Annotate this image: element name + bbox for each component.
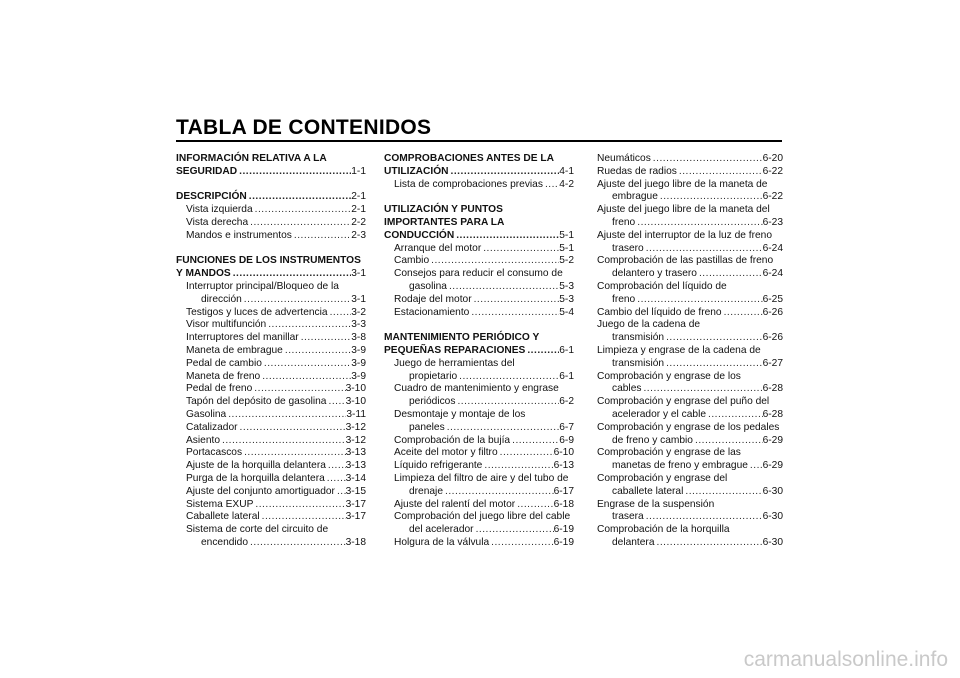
toc-entry-title: embrague	[612, 191, 658, 203]
toc-entry-title: DESCRIPCIÓN	[176, 191, 247, 203]
dot-leader	[447, 281, 559, 294]
toc-column-1	[176, 153, 366, 550]
toc-entry[interactable]	[384, 358, 574, 384]
dot-leader	[489, 537, 553, 550]
toc-page-number: 6-22	[762, 165, 783, 177]
toc-entry-title: periódicos	[409, 396, 456, 408]
toc-entry-title: Ajuste del ralentí del motor	[394, 498, 516, 510]
toc-entry-title: gasolina	[409, 280, 447, 292]
spacer	[384, 191, 574, 204]
toc-entry-title: paneles	[409, 421, 445, 433]
toc-entry-title: Tapón del depósito de gasolina	[186, 396, 327, 408]
dot-leader	[641, 383, 762, 396]
dot-leader	[260, 371, 351, 384]
toc-entry-text-line: Comprobación de las pastillas de freno	[597, 255, 774, 267]
dot-leader	[326, 396, 345, 409]
toc-page-number: 6-22	[762, 191, 783, 203]
dot-leader	[482, 460, 553, 473]
toc-entry-title: freno	[612, 293, 636, 305]
toc-entry-title: propietario	[409, 370, 458, 382]
toc-entry-text-line: COMPROBACIONES ANTES DE LA	[384, 153, 554, 164]
toc-entry[interactable]	[176, 499, 366, 512]
toc-page-number: 4-1	[559, 165, 574, 177]
toc-entry[interactable]	[597, 179, 783, 205]
dot-leader	[226, 409, 346, 422]
toc-entry-text-line: Comprobación del juego libre del cable	[394, 511, 571, 523]
toc-entry-title: caballete lateral	[612, 485, 684, 497]
toc-entry[interactable]	[384, 499, 574, 512]
toc-page-number: 6-29	[762, 460, 783, 472]
dot-leader	[683, 486, 762, 499]
dot-leader	[238, 422, 346, 435]
toc-page-number: 3-9	[351, 344, 366, 356]
toc-entry[interactable]	[384, 511, 574, 537]
dot-leader	[325, 473, 346, 486]
toc-page-number: 6-26	[762, 306, 783, 318]
toc-entry-text-line: Engrase de la suspensión	[597, 498, 715, 510]
toc-entry-title: Mandos e instrumentos	[186, 229, 292, 241]
toc-entry[interactable]	[597, 153, 783, 166]
dot-leader	[543, 179, 559, 192]
dot-leader	[474, 524, 554, 537]
dot-leader	[454, 230, 559, 243]
toc-entry-title: Caballete lateral	[186, 511, 260, 523]
dot-leader	[335, 486, 346, 499]
dot-leader	[697, 268, 763, 281]
toc-entry[interactable]	[384, 460, 574, 473]
toc-entry[interactable]	[384, 294, 574, 307]
toc-entry-title: Aceite del motor y filtro	[394, 447, 498, 459]
toc-entry-title: Purga de la horquilla delantera	[186, 472, 325, 484]
toc-entry[interactable]	[384, 435, 574, 448]
toc-entry-text-line: Ajuste del juego libre de la maneta del	[597, 204, 770, 216]
dot-leader	[260, 511, 346, 524]
toc-entry-title: Estacionamiento	[394, 306, 470, 318]
toc-entry-text-line: Comprobación y engrase de los pedales	[597, 421, 780, 433]
dot-leader	[654, 537, 762, 550]
dot-leader	[693, 435, 763, 448]
toc-entry-text-line: Consejos para reducir el consumo de	[394, 268, 563, 280]
dot-leader	[262, 358, 351, 371]
toc-entry-title: trasera	[612, 511, 644, 523]
toc-entry[interactable]	[176, 358, 366, 371]
toc-page-number: 1-1	[351, 165, 366, 177]
toc-entry[interactable]	[176, 332, 366, 345]
toc-page-number: 3-17	[345, 498, 366, 510]
toc-entry-title: Interruptores del manillar	[186, 332, 299, 344]
toc-entry[interactable]	[176, 447, 366, 460]
toc-page-number: 6-1	[559, 370, 574, 382]
toc-entry[interactable]	[176, 230, 366, 243]
dot-leader	[455, 396, 559, 409]
dot-leader	[237, 166, 351, 179]
toc-entry-title: Ruedas de radios	[597, 165, 677, 177]
dot-leader	[651, 153, 763, 166]
toc-entry-title: Vista izquierda	[186, 204, 253, 216]
toc-page-number: 3-1	[351, 268, 366, 280]
toc-entry[interactable]	[597, 499, 783, 525]
toc-entry-title: Lista de comprobaciones previas	[394, 178, 543, 190]
toc-entry[interactable]	[597, 447, 783, 473]
toc-page-number: 2-1	[351, 191, 366, 203]
toc-entry-title: dirección	[201, 293, 242, 305]
dot-leader	[664, 358, 763, 371]
dot-leader	[472, 294, 560, 307]
toc-section-heading[interactable]	[384, 332, 574, 358]
dot-leader	[510, 435, 559, 448]
toc-page-number: 3-9	[351, 370, 366, 382]
toc-entry[interactable]	[176, 307, 366, 320]
toc-entry[interactable]	[384, 383, 574, 409]
toc-entry-text-line: Ajuste del juego libre de la maneta de	[597, 178, 768, 190]
toc-entry[interactable]	[176, 460, 366, 473]
dot-leader	[283, 345, 351, 358]
toc-page-number: 5-4	[559, 306, 574, 318]
toc-entry[interactable]	[176, 486, 366, 499]
toc-page-number: 3-11	[346, 408, 366, 420]
dot-leader	[644, 243, 763, 256]
toc-entry[interactable]	[597, 422, 783, 448]
toc-entry[interactable]	[597, 166, 783, 179]
toc-entry-title: CONDUCCIÓN	[384, 229, 455, 241]
toc-entry-title: Visor multifunción	[186, 319, 267, 331]
toc-page-number: 6-10	[553, 447, 574, 459]
toc-entry-title: Cambio	[394, 255, 430, 267]
toc-page-number: 6-23	[762, 216, 783, 228]
dot-leader	[231, 268, 352, 281]
toc-entry-title: Holgura de la válvula	[394, 536, 490, 548]
toc-entry-title: Catalizador	[186, 421, 238, 433]
toc-section-heading[interactable]	[384, 204, 574, 242]
toc-entry[interactable]	[384, 179, 574, 192]
toc-entry[interactable]	[176, 473, 366, 486]
toc-page-number: 3-3	[351, 319, 366, 331]
toc-entry[interactable]	[597, 281, 783, 307]
toc-section-heading[interactable]	[176, 153, 366, 179]
dot-leader	[220, 435, 346, 448]
toc-entry-title: Líquido refrigerante	[394, 460, 483, 472]
toc-page-number: 6-9	[559, 434, 574, 446]
toc-page-number: 6-1	[559, 344, 574, 356]
toc-entry-title: Sistema EXUP	[186, 498, 254, 510]
toc-entry-text-line: Comprobación y engrase del	[597, 472, 728, 484]
dot-leader	[481, 243, 559, 256]
toc-entry[interactable]	[176, 422, 366, 435]
toc-page-number: 6-19	[553, 524, 574, 536]
toc-entry-title: Arranque del motor	[394, 242, 482, 254]
toc-page-number: 3-12	[345, 434, 366, 446]
toc-entry[interactable]	[384, 409, 574, 435]
toc-entry-text-line: FUNCIONES DE LOS INSTRUMENTOS	[176, 255, 361, 267]
toc-page-number: 6-19	[553, 536, 574, 548]
toc-entry[interactable]	[597, 473, 783, 499]
toc-entry[interactable]	[597, 307, 783, 320]
toc-page-number: 6-25	[762, 293, 783, 305]
dot-leader	[449, 166, 560, 179]
toc-entry[interactable]	[384, 243, 574, 256]
toc-page-number: 3-17	[345, 511, 366, 523]
toc-entry-title: PEQUEÑAS REPARACIONES	[384, 344, 526, 356]
toc-entry-text-line: Comprobación y engrase de las	[597, 447, 741, 459]
toc-page-number: 3-14	[345, 472, 366, 484]
toc-page-number: 4-2	[559, 178, 574, 190]
toc-entry-title: Vista derecha	[186, 216, 249, 228]
toc-page-number: 5-1	[559, 229, 574, 241]
toc-entry-title: encendido	[201, 536, 249, 548]
dot-leader	[635, 294, 762, 307]
toc-entry[interactable]	[176, 409, 366, 422]
toc-entry-title: UTILIZACIÓN	[384, 165, 449, 177]
toc-entry-title: Gasolina	[186, 408, 227, 420]
dot-leader	[498, 447, 554, 460]
toc-column-2	[384, 153, 574, 550]
toc-page-number: 5-2	[559, 255, 574, 267]
dot-leader	[748, 460, 763, 473]
dot-leader	[429, 255, 559, 268]
toc-entry-title: Neumáticos	[597, 153, 651, 164]
toc-entry[interactable]	[597, 230, 783, 256]
toc-page-number: 6-26	[762, 332, 783, 344]
dot-leader	[664, 332, 763, 345]
toc-entry-title: drenaje	[409, 485, 443, 497]
dot-leader	[266, 319, 351, 332]
toc-entry[interactable]	[597, 524, 783, 550]
dot-leader	[248, 537, 346, 550]
toc-entry-text-line: Cuadro de mantenimiento y engrase	[394, 383, 559, 395]
dot-leader	[677, 166, 763, 179]
toc-entry-title: SEGURIDAD	[176, 165, 238, 177]
toc-entry-text-line: Comprobación y engrase del puño del	[597, 396, 770, 408]
toc-entry-title: transmisión	[612, 332, 665, 344]
toc-entry-text-line: Interruptor principal/Bloqueo de la	[186, 280, 339, 292]
toc-entry[interactable]	[176, 371, 366, 384]
toc-entry-title: freno	[612, 216, 636, 228]
toc-entry-title: transmisión	[612, 357, 665, 369]
toc-entry[interactable]	[384, 473, 574, 499]
toc-entry[interactable]	[384, 537, 574, 550]
toc-entry-title: delantero y trasero	[612, 268, 697, 280]
dot-leader	[253, 499, 345, 512]
dot-leader	[242, 294, 351, 307]
toc-page-number: 2-1	[351, 204, 366, 216]
toc-page-number: 6-28	[762, 383, 783, 395]
toc-page-number: 3-1	[351, 293, 366, 305]
toc-page-number: 6-13	[553, 460, 574, 472]
toc-entry-text-line: Juego de herramientas del	[394, 357, 515, 369]
toc-page-number: 6-29	[762, 434, 783, 446]
toc-page-number: 6-2	[559, 396, 574, 408]
toc-entry[interactable]	[176, 217, 366, 230]
dot-leader	[242, 447, 346, 460]
toc-page-number: 6-27	[762, 357, 783, 369]
toc-entry-text-line: Comprobación del líquido de	[597, 280, 727, 292]
toc-page-number: 6-30	[762, 511, 783, 523]
toc-entry-text-line: Limpieza y engrase de la cadena de	[597, 344, 761, 356]
toc-entry[interactable]	[384, 255, 574, 268]
toc-entry-text-line: IMPORTANTES PARA LA	[384, 216, 505, 228]
toc-page-number: 2-2	[351, 216, 366, 228]
toc-entry[interactable]	[597, 371, 783, 397]
toc-entry[interactable]	[176, 204, 366, 217]
dot-leader	[722, 307, 763, 320]
dot-leader	[252, 383, 345, 396]
toc-entry-title: trasero	[612, 242, 644, 254]
toc-page-number: 6-17	[553, 485, 574, 497]
toc-entry-title: Maneta de embrague	[186, 344, 283, 356]
toc-entry[interactable]	[176, 281, 366, 307]
toc-entry-title: del acelerador	[409, 524, 474, 536]
dot-leader	[292, 230, 351, 243]
toc-entry-title: Y MANDOS	[176, 268, 231, 280]
toc-page-number: 3-12	[345, 421, 366, 433]
toc-entry[interactable]	[176, 396, 366, 409]
toc-entry-title: Ajuste de la horquilla delantera	[186, 460, 326, 472]
spacer	[176, 243, 366, 256]
toc-page-number: 3-10	[345, 396, 366, 408]
toc-page-number: 6-28	[762, 408, 783, 420]
toc-entry-text-line: Comprobación y engrase de los	[597, 370, 741, 382]
toc-page-number: 6-30	[762, 536, 783, 548]
title-rule	[176, 140, 782, 142]
dot-leader	[247, 191, 352, 204]
toc-page-number: 3-15	[345, 485, 366, 497]
toc-entry[interactable]	[176, 435, 366, 448]
dot-leader	[253, 204, 352, 217]
dot-leader	[635, 217, 762, 230]
toc-entry-title: cables	[612, 383, 642, 395]
toc-entry-title: Comprobación de la bujía	[394, 434, 511, 446]
dot-leader	[525, 345, 559, 358]
toc-entry-title: Pedal de cambio	[186, 357, 262, 369]
toc-entry-title: Pedal de freno	[186, 383, 253, 395]
toc-entry[interactable]	[384, 307, 574, 320]
dot-leader	[328, 307, 352, 320]
toc-entry-text-line: Limpieza del filtro de aire y del tubo de	[394, 472, 569, 484]
dot-leader	[326, 460, 346, 473]
toc-page-number: 3-18	[345, 536, 366, 548]
toc-entry[interactable]	[384, 447, 574, 460]
toc-entry-title: Maneta de freno	[186, 370, 261, 382]
toc-entry[interactable]	[597, 345, 783, 371]
toc-page-number: 5-1	[559, 242, 574, 254]
toc-entry[interactable]	[176, 524, 366, 550]
dot-leader	[445, 422, 560, 435]
toc-entry[interactable]	[176, 345, 366, 358]
toc-entry[interactable]	[597, 319, 783, 345]
toc-entry-title: Ajuste del conjunto amortiguador	[186, 485, 335, 497]
toc-entry[interactable]	[176, 511, 366, 524]
toc-entry-text-line: Desmontaje y montaje de los	[394, 408, 526, 420]
toc-column-3	[597, 153, 783, 550]
toc-entry-title: Testigos y luces de advertencia	[186, 306, 328, 318]
toc-page-number: 3-8	[351, 332, 366, 344]
toc-page-number: 6-18	[553, 498, 574, 510]
toc-entry[interactable]	[176, 319, 366, 332]
dot-leader	[443, 486, 554, 499]
toc-section-heading[interactable]	[384, 153, 574, 179]
spacer	[176, 179, 366, 192]
dot-leader	[469, 307, 559, 320]
toc-entry-text-line: Sistema de corte del circuito de	[186, 524, 329, 536]
page-title: TABLA DE CONTENIDOS	[176, 116, 432, 139]
spacer	[384, 319, 574, 332]
toc-page-number: 3-9	[351, 357, 366, 369]
toc-entry-title: delantera	[612, 536, 655, 548]
toc-entry[interactable]	[176, 383, 366, 396]
toc-entry-text-line: Comprobación de la horquilla	[597, 524, 730, 536]
toc-page-number: 3-13	[345, 447, 366, 459]
toc-entry-text-line: UTILIZACIÓN Y PUNTOS	[384, 204, 503, 216]
toc-section-heading[interactable]	[176, 191, 366, 204]
toc-entry[interactable]	[384, 268, 574, 294]
toc-page-number: 6-24	[762, 268, 783, 280]
toc-entry-title: Rodaje del motor	[394, 293, 472, 305]
toc-entry-text-line: Ajuste del interruptor de la luz de freno	[597, 229, 772, 241]
toc-entry-title: Cambio del líquido de freno	[597, 306, 722, 318]
toc-entry-title: de freno y cambio	[612, 434, 693, 446]
watermark-text: carmanualsonline.info	[743, 648, 948, 671]
toc-entry-title: acelerador y el cable	[612, 408, 707, 420]
toc-entry[interactable]	[597, 396, 783, 422]
toc-page-number: 2-3	[351, 229, 366, 241]
dot-leader	[658, 191, 763, 204]
toc-page-number: 3-2	[351, 306, 366, 318]
toc-page-number: 6-20	[762, 153, 783, 164]
dot-leader	[299, 332, 352, 345]
dot-leader	[515, 499, 553, 512]
toc-page-number: 3-13	[345, 460, 366, 472]
toc-entry-text-line: MANTENIMIENTO PERIÓDICO Y	[384, 332, 540, 344]
toc-entry-text-line: INFORMACIÓN RELATIVA A LA	[176, 153, 327, 164]
toc-entry[interactable]	[597, 255, 783, 281]
toc-section-heading[interactable]	[176, 255, 366, 281]
toc-entry-title: manetas de freno y embrague	[612, 460, 748, 472]
dot-leader	[706, 409, 763, 422]
toc-page-number: 3-10	[345, 383, 366, 395]
toc-page-number: 6-7	[559, 421, 574, 433]
toc-entry-title: Asiento	[186, 434, 220, 446]
toc-page-number: 6-24	[762, 242, 783, 254]
toc-page-number: 5-3	[559, 293, 574, 305]
toc-entry-text-line: Juego de la cadena de	[597, 319, 701, 331]
toc-page-number: 5-3	[559, 280, 574, 292]
dot-leader	[457, 371, 559, 384]
dot-leader	[248, 217, 351, 230]
dot-leader	[644, 511, 763, 524]
toc-entry-title: Portacascos	[186, 447, 243, 459]
toc-page-number: 6-30	[762, 485, 783, 497]
toc-entry[interactable]	[597, 204, 783, 230]
